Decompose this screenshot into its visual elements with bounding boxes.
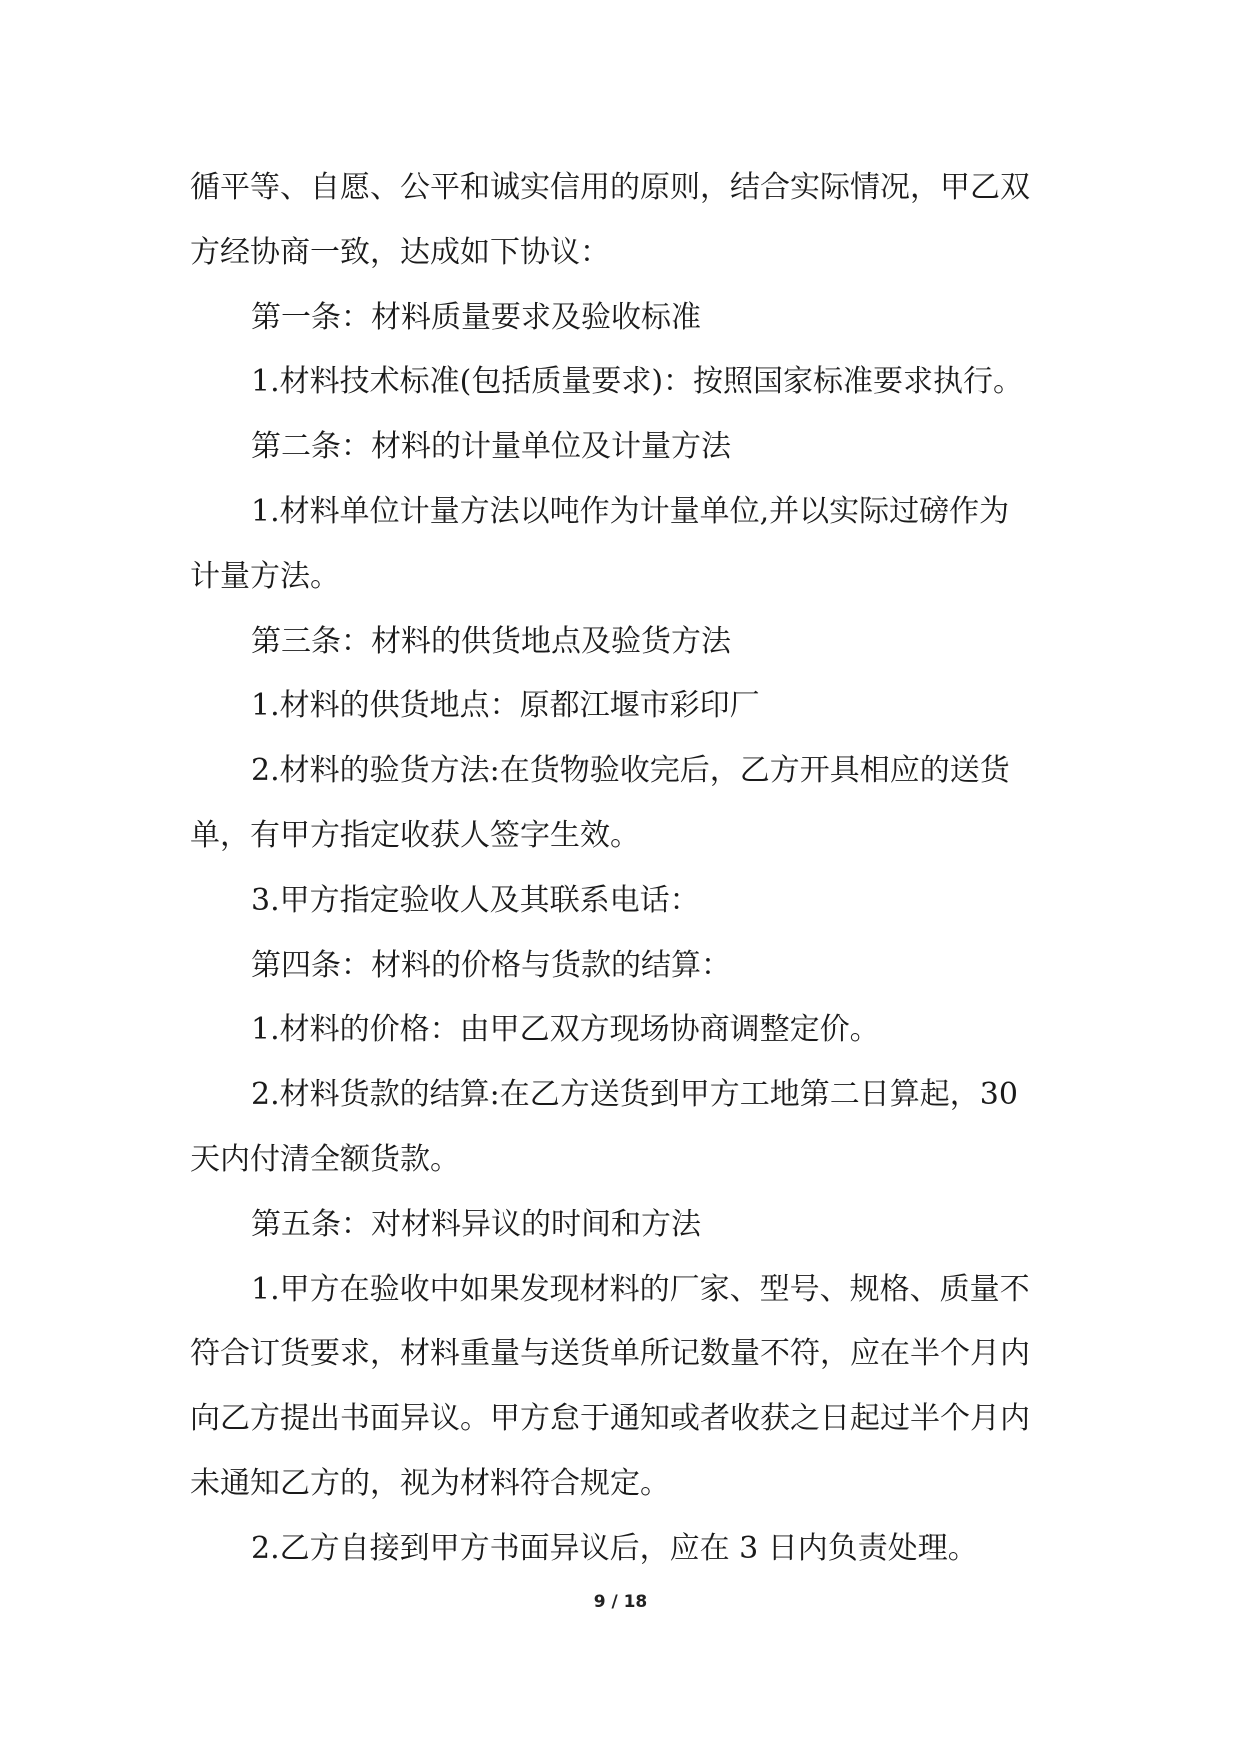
paragraph-line: 方经协商一致，达成如下协议：	[190, 234, 610, 270]
paragraph-line: 1.材料技术标准(包括质量要求)：按照国家标准要求执行。	[251, 364, 1024, 400]
paragraph-line: 2.材料的验货方法:在货物验收完后，乙方开具相应的送货	[251, 753, 1010, 789]
paragraph-line: 1.材料的价格：由甲乙双方现场协商调整定价。	[251, 1012, 880, 1048]
paragraph-line: 计量方法。	[190, 558, 340, 594]
paragraph-line: 1.材料单位计量方法以吨作为计量单位,并以实际过磅作为	[251, 493, 1010, 529]
section-heading: 第二条：材料的计量单位及计量方法	[251, 429, 731, 465]
paragraph-line: 3.甲方指定验收人及其联系电话：	[251, 882, 700, 918]
paragraph-line: 1.材料的供货地点：原都江堰市彩印厂	[251, 688, 760, 724]
paragraph-line: 2.材料货款的结算:在乙方送货到甲方工地第二日算起，30	[251, 1077, 1018, 1113]
paragraph-line: 天内付清全额货款。	[190, 1141, 460, 1177]
page-number: 9 / 18	[593, 1592, 648, 1612]
paragraph-line: 2.乙方自接到甲方书面异议后，应在 3 日内负责处理。	[251, 1530, 978, 1566]
paragraph-line: 1.甲方在验收中如果发现材料的厂家、型号、规格、质量不	[251, 1271, 1030, 1307]
section-heading: 第三条：材料的供货地点及验货方法	[251, 623, 731, 659]
section-heading: 第四条：材料的价格与货款的结算：	[251, 947, 731, 983]
section-heading: 第五条：对材料异议的时间和方法	[251, 1206, 701, 1242]
paragraph-line: 单，有甲方指定收获人签字生效。	[190, 817, 640, 853]
paragraph-line: 符合订货要求，材料重量与送货单所记数量不符，应在半个月内	[190, 1336, 1030, 1372]
paragraph-line: 向乙方提出书面异议。甲方怠于通知或者收获之日起过半个月内	[190, 1401, 1030, 1437]
section-heading: 第一条：材料质量要求及验收标准	[251, 299, 701, 335]
paragraph-line: 循平等、自愿、公平和诚实信用的原则，结合实际情况，甲乙双	[190, 170, 1030, 205]
document-body	[190, 156, 1050, 1582]
paragraph-line: 未通知乙方的，视为材料符合规定。	[190, 1465, 670, 1501]
